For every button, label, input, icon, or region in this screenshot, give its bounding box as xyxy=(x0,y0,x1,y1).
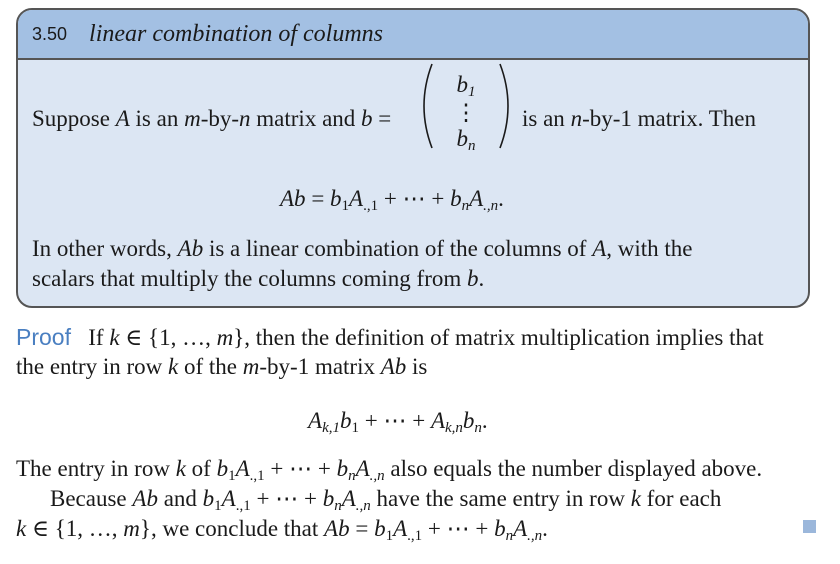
proof-line-2: the entry in row k of the m-by-1 matrix Ab is xyxy=(16,354,428,379)
var-A: A xyxy=(115,106,130,131)
column-vector-b xyxy=(418,60,514,152)
matrix-entry-top: $b_1$ xyxy=(456,72,476,100)
other-words-line-1: In other words, Ab is a linear combination of the columns of A, with the xyxy=(32,236,693,261)
result-number: 3.50 xyxy=(32,23,68,44)
other-words-line-2: scalars that multiply the columns coming from b. xyxy=(32,266,485,291)
matrix-entry-bottom: $b_n$ xyxy=(456,126,476,154)
var-b: b xyxy=(361,106,373,131)
display-formula: $Ab = b_1A_{.,1}$ + ⋯ + $b_nA_{.,n}$. xyxy=(280,186,504,214)
intro-line-end: is an n-by-1 matrix. Then xyxy=(522,106,757,131)
intro-line xyxy=(32,104,391,134)
proof-line-3: The entry in row k of $b_1A_{.,1}$ + ⋯ + $b_nA_{.,n}$ also equals the number displayed above. xyxy=(16,456,763,484)
intro-text: Suppose xyxy=(32,106,116,131)
intro-text: is an xyxy=(129,106,185,131)
result-title: linear combination of columns xyxy=(89,20,384,47)
proof-label: Proof xyxy=(16,324,71,350)
proof-line-5: k ∈ {1, …, m}, we conclude that $Ab = b_1A_{.,1}$ + ⋯ + $b_nA_{.,n}$. xyxy=(16,516,548,544)
matrix-vdots: ⋮ xyxy=(454,100,478,125)
equals-sign: = xyxy=(372,106,392,131)
proof-line-4: Because Ab and $b_1A_{.,1}$ + ⋯ + $b_nA_{.,n}$ have the same entry in row k for each xyxy=(50,486,722,514)
var-n: n xyxy=(239,106,251,131)
var-m: m xyxy=(184,106,201,131)
qed-square-icon xyxy=(803,520,816,533)
proof-line-1: Proof If k ∈ {1, …, m}, then the definition of matrix multiplication implies that xyxy=(16,324,764,350)
proof-display-formula: $A_{k,1}b_1$ + ⋯ + $A_{k,n}b_n$. xyxy=(308,408,488,436)
intro-text: matrix and xyxy=(250,106,362,131)
result-header xyxy=(18,10,808,60)
intro-text: -by- xyxy=(200,106,240,131)
